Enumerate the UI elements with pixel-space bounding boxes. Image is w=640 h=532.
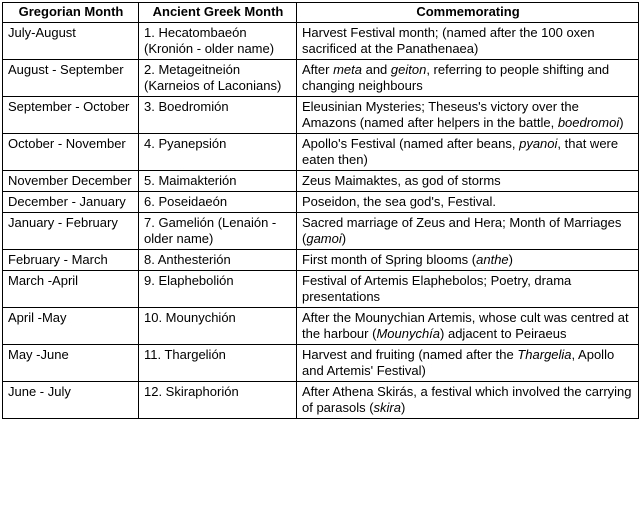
- table-row: [3, 23, 639, 60]
- text-segment: ): [341, 231, 347, 246]
- text-segment: Poseidon, the sea god's, Festival.: [302, 194, 496, 209]
- greek-month-cell: 8. Anthesterión: [139, 250, 297, 271]
- text-segment: Apollo's Festival (named after beans,: [302, 136, 520, 151]
- text-segment: Festival of Artemis Elaphebolos; Poetry, drama presentations: [302, 273, 572, 304]
- text-segment: ): [619, 115, 624, 130]
- gregorian-month-cell: February - March: [3, 250, 139, 271]
- commemorating-cell: [297, 97, 639, 134]
- header-ancient-greek-month: Ancient Greek Month: [139, 3, 297, 23]
- greek-term-italic: anthe: [476, 252, 509, 267]
- text-segment: First month of Spring blooms (: [302, 252, 477, 267]
- gregorian-month-cell: March -April: [3, 271, 139, 308]
- table-row: [3, 345, 639, 382]
- table-row: [3, 60, 639, 97]
- table-row: [3, 171, 639, 192]
- text-segment: Zeus Maimaktes, as god of storms: [302, 173, 501, 188]
- commemorating-cell: [297, 171, 639, 192]
- greek-term-italic: Mounychía: [376, 326, 441, 341]
- commemorating-cell: [297, 192, 639, 213]
- table-row: [3, 250, 639, 271]
- greek-term-italic: meta: [333, 62, 362, 77]
- gregorian-month-cell: January - February: [3, 213, 139, 250]
- greek-term-italic: gamoi: [306, 231, 342, 246]
- greek-month-cell: 6. Poseidaeón: [139, 192, 297, 213]
- gregorian-month-cell: August - September: [3, 60, 139, 97]
- text-segment: After Athena Skirás, a festival which involved the carrying of parasols (: [302, 384, 632, 415]
- header-row: [3, 3, 639, 23]
- text-segment: and: [361, 62, 391, 77]
- text-segment: ) adjacent to Peiraeus: [440, 326, 567, 341]
- header-gregorian-month: Gregorian Month: [3, 3, 139, 23]
- gregorian-month-cell: December - January: [3, 192, 139, 213]
- table-row: [3, 382, 639, 419]
- greek-month-cell: 10. Mounychión: [139, 308, 297, 345]
- gregorian-month-cell: November December: [3, 171, 139, 192]
- text-segment: ): [508, 252, 514, 267]
- text-segment: , referring to people shifting and changing neighbours: [302, 62, 610, 93]
- header-commemorating: Commemorating: [297, 3, 639, 23]
- table-row: [3, 271, 639, 308]
- months-table: [2, 2, 639, 419]
- table-body: [3, 23, 639, 419]
- commemorating-cell: [297, 271, 639, 308]
- table-row: [3, 97, 639, 134]
- text-segment: After the Mounychian Artemis, whose cult was centred at the harbour (: [302, 310, 629, 341]
- gregorian-month-cell: September - October: [3, 97, 139, 134]
- text-segment: , that were eaten then): [302, 136, 619, 167]
- commemorating-cell: [297, 250, 639, 271]
- gregorian-month-cell: May -June: [3, 345, 139, 382]
- table-row: [3, 213, 639, 250]
- greek-term-italic: Thargelia: [517, 347, 572, 362]
- greek-month-cell: 1. Hecatombaeón (Kronión - older name): [139, 23, 297, 60]
- text-segment: ): [401, 400, 406, 415]
- table-row: [3, 134, 639, 171]
- text-segment: Eleusinian Mysteries; Theseus's victory over the Amazons (named after helpers in the battle,: [302, 99, 579, 130]
- text-segment: , Apollo and Artemis' Festival): [302, 347, 615, 378]
- greek-term-italic: boedromoi: [557, 115, 620, 130]
- commemorating-cell: [297, 134, 639, 171]
- commemorating-cell: [297, 23, 639, 60]
- text-segment: Sacred marriage of Zeus and Hera; Month of Marriages (: [302, 215, 622, 246]
- greek-term-italic: geiton: [390, 62, 427, 77]
- commemorating-cell: [297, 382, 639, 419]
- text-segment: After: [302, 62, 334, 77]
- table-row: [3, 192, 639, 213]
- commemorating-cell: [297, 213, 639, 250]
- text-segment: Harvest Festival month; (named after the 100 oxen sacrificed at the Panathenaea): [302, 25, 595, 56]
- gregorian-month-cell: October - November: [3, 134, 139, 171]
- gregorian-month-cell: July-August: [3, 23, 139, 60]
- table-row: [3, 308, 639, 345]
- gregorian-month-cell: April -May: [3, 308, 139, 345]
- greek-term-italic: pyanoi: [519, 136, 558, 151]
- commemorating-cell: [297, 345, 639, 382]
- greek-month-cell: 9. Elaphebolión: [139, 271, 297, 308]
- commemorating-cell: [297, 308, 639, 345]
- greek-month-cell: 11. Thargelión: [139, 345, 297, 382]
- greek-month-cell: 5. Maimakterión: [139, 171, 297, 192]
- greek-month-cell: 3. Boedromión: [139, 97, 297, 134]
- text-segment: Harvest and fruiting (named after the: [302, 347, 518, 362]
- greek-term-italic: skira: [373, 400, 401, 415]
- greek-month-cell: 4. Pyanepsión: [139, 134, 297, 171]
- gregorian-month-cell: June - July: [3, 382, 139, 419]
- commemorating-cell: [297, 60, 639, 97]
- greek-month-cell: 2. Metageitneión (Karneios of Laconians): [139, 60, 297, 97]
- greek-month-cell: 7. Gamelión (Lenaión - older name): [139, 213, 297, 250]
- greek-month-cell: 12. Skiraphorión: [139, 382, 297, 419]
